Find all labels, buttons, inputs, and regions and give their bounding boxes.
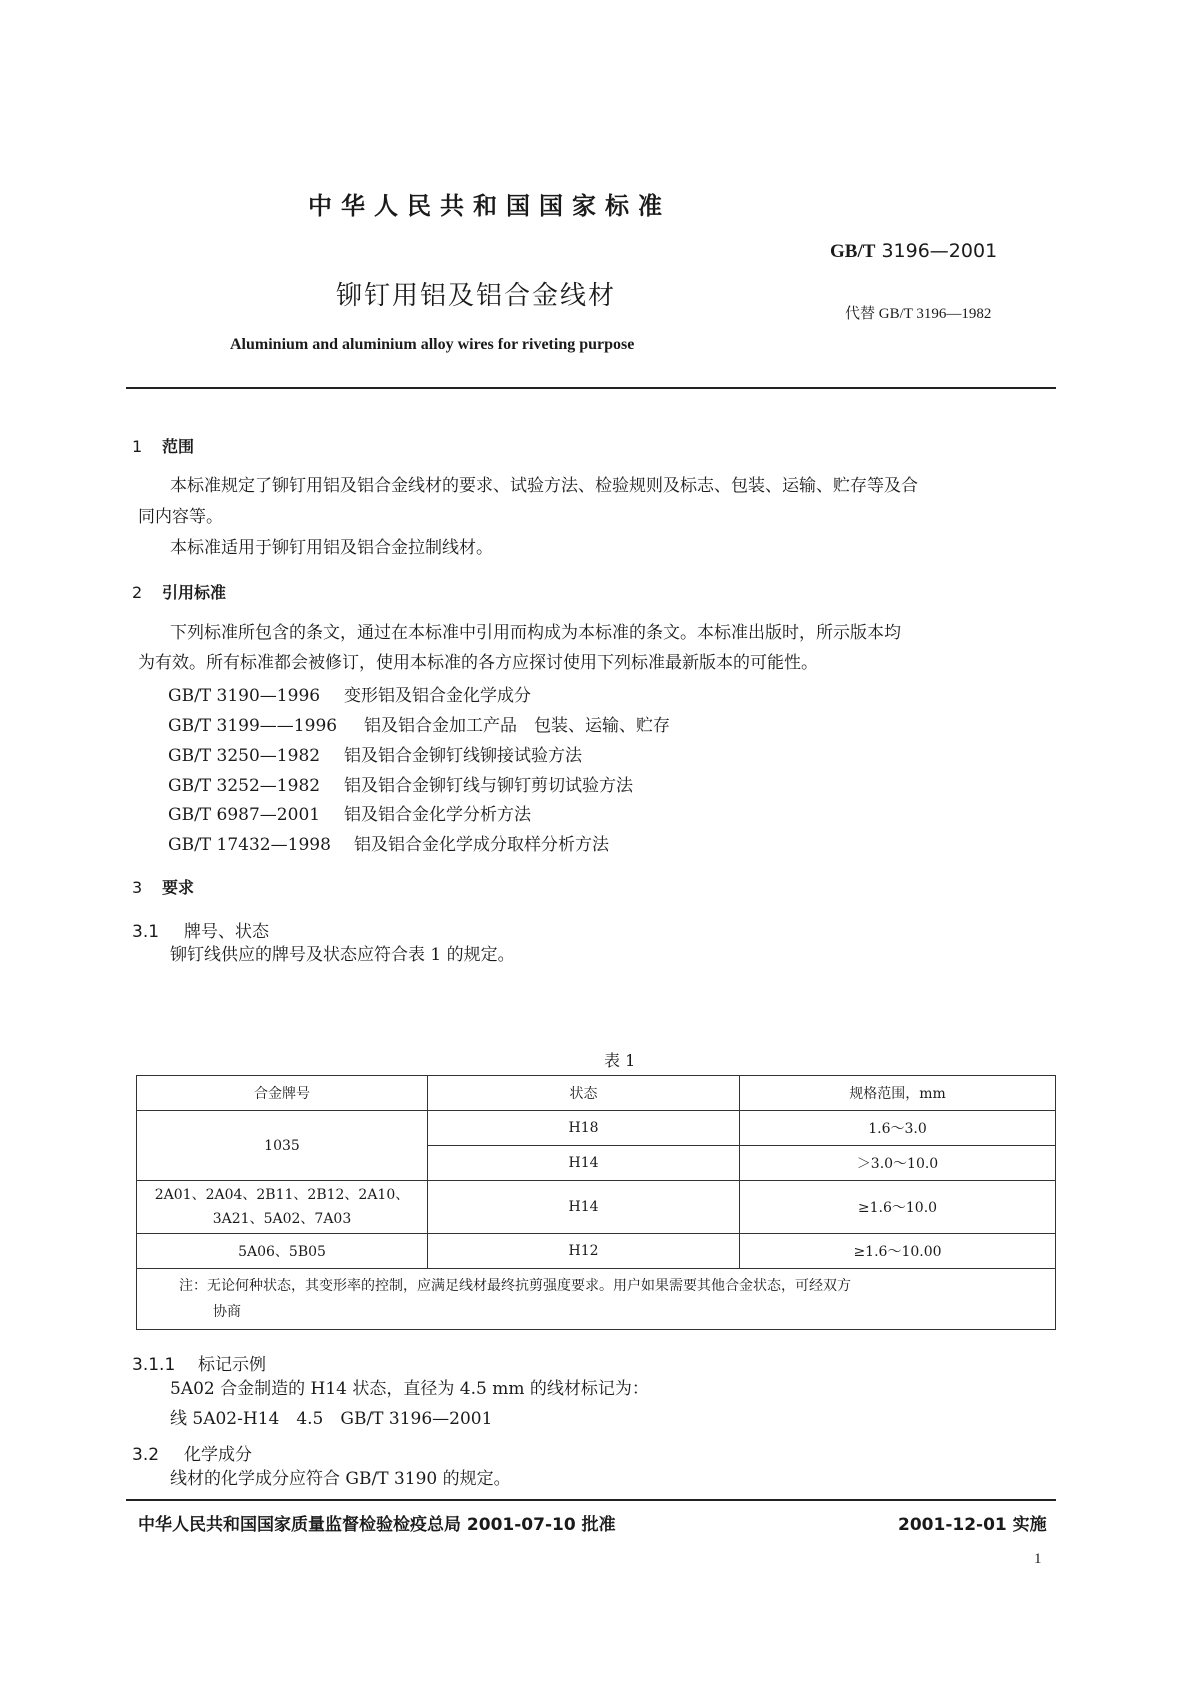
subsection-3-1-1-heading — [132, 1350, 266, 1375]
paragraph: 下列标准所包含的条文，通过在本标准中引用而构成为本标准的条文。本标准出版时，所示版本均 — [170, 623, 901, 643]
issue-date: 中华人民共和国国家质量监督检验检疫总局 2001-07-10 批准 — [138, 1515, 616, 1535]
subsection-number: 3.1.1 — [132, 1355, 176, 1375]
reference-title: 铝及铝合金铆钉线与铆钉剪切试验方法 — [344, 776, 633, 796]
table-note — [137, 1269, 1056, 1330]
note-line: 协商 — [213, 1304, 241, 1320]
reference-code: GB/T 17432—1998 — [168, 835, 331, 855]
section-1-heading — [132, 434, 194, 457]
english-title: Aluminium and aluminium alloy wires for riveting purpose — [230, 336, 635, 353]
temper-cell: H14 — [428, 1181, 740, 1234]
reference-title: 铝及铝合金化学成分取样分析方法 — [354, 835, 609, 855]
section-number: 1 — [132, 437, 143, 456]
paragraph: 铆钉线供应的牌号及状态应符合表 1 的规定。 — [170, 945, 515, 965]
reference-item — [168, 800, 531, 825]
reference-item — [168, 771, 633, 796]
alloy-line: 2A01、2A04、2B11、2B12、2A10、 — [154, 1187, 410, 1203]
paragraph: 5A02 合金制造的 H14 状态，直径为 4.5 mm 的线材标记为： — [170, 1379, 649, 1399]
reference-title: 铝及铝合金加工产品 包装、运输、贮存 — [364, 716, 670, 736]
table-row — [137, 1181, 1056, 1234]
table-header-row — [137, 1076, 1056, 1111]
section-3-heading — [132, 875, 194, 898]
range-cell: 1.6～3.0 — [740, 1111, 1056, 1146]
paragraph: 为有效。所有标准都会被修订，使用本标准的各方应探讨使用下列标准最新版本的可能性。 — [138, 653, 818, 673]
reference-title: 变形铝及铝合金化学成分 — [344, 686, 531, 706]
range-cell: ≥1.6～10.0 — [740, 1181, 1056, 1234]
temper-cell: H14 — [428, 1146, 740, 1181]
replaces-note: 代替 GB/T 3196—1982 — [845, 306, 992, 322]
reference-item — [168, 681, 531, 706]
header-divider — [126, 387, 1056, 389]
section-2-heading — [132, 580, 226, 603]
subsection-title: 牌号、状态 — [184, 922, 269, 942]
alloy-cell — [137, 1181, 428, 1234]
subsection-title: 化学成分 — [184, 1445, 252, 1465]
section-title: 要求 — [162, 878, 195, 897]
range-cell: ≥1.6～10.00 — [740, 1234, 1056, 1269]
column-header: 规格范围，mm — [740, 1076, 1056, 1111]
paragraph: 本标准规定了铆钉用铝及铝合金线材的要求、试验方法、检验规则及标志、包装、运输、贮存等及合 — [170, 476, 918, 496]
temper-cell: H12 — [428, 1234, 740, 1269]
section-number: 3 — [132, 878, 143, 897]
reference-code: GB/T 6987—2001 — [168, 805, 321, 825]
reference-title: 铝及铝合金化学分析方法 — [344, 805, 531, 825]
reference-item — [168, 711, 670, 736]
subsection-3-1-heading — [132, 917, 269, 942]
paragraph: 线 5A02-H14 4.5 GB/T 3196—2001 — [170, 1409, 493, 1429]
table-1 — [136, 1075, 1056, 1330]
document-title: 铆钉用铝及铝合金线材 — [336, 281, 617, 311]
paragraph: 本标准适用于铆钉用铝及铝合金拉制线材。 — [170, 538, 493, 558]
subsection-3-2-heading — [132, 1440, 252, 1465]
reference-code: GB/T 3252—1982 — [168, 776, 321, 796]
footer-divider — [126, 1499, 1056, 1501]
table-row — [137, 1111, 1056, 1146]
section-title: 范围 — [162, 437, 195, 456]
subsection-number: 3.2 — [132, 1445, 160, 1465]
alloy-cell: 1035 — [137, 1111, 428, 1181]
page-number: 1 — [1034, 1551, 1042, 1567]
reference-item — [168, 830, 609, 855]
subsection-number: 3.1 — [132, 922, 160, 942]
reference-code: GB/T 3199——1996 — [168, 716, 338, 736]
note-line: 注：无论何种状态，其变形率的控制，应满足线材最终抗剪强度要求。用户如果需要其他合金状态，可经双方 — [179, 1278, 851, 1294]
reference-title: 铝及铝合金铆钉线铆接试验方法 — [344, 746, 582, 766]
paragraph: 线材的化学成分应符合 GB/T 3190 的规定。 — [170, 1469, 511, 1489]
column-header: 状态 — [428, 1076, 740, 1111]
standard-code-number: 3196—2001 — [881, 240, 998, 262]
standard-code-prefix: GB/T — [830, 241, 876, 262]
reference-item — [168, 741, 582, 766]
standard-name: 中华人民共和国国家标准 — [308, 192, 671, 220]
table-row — [137, 1234, 1056, 1269]
standard-code — [830, 240, 997, 263]
table-caption: 表 1 — [604, 1051, 636, 1070]
alloy-cell: 5A06、5B05 — [137, 1234, 428, 1269]
effective-date: 2001-12-01 实施 — [898, 1515, 1047, 1535]
column-header: 合金牌号 — [137, 1076, 428, 1111]
alloy-line: 3A21、5A02、7A03 — [212, 1211, 352, 1227]
subsection-title: 标记示例 — [198, 1355, 266, 1375]
paragraph: 同内容等。 — [138, 507, 223, 527]
section-number: 2 — [132, 583, 143, 602]
reference-code: GB/T 3190—1996 — [168, 686, 321, 706]
reference-code: GB/T 3250—1982 — [168, 746, 321, 766]
range-cell: ＞3.0～10.0 — [740, 1146, 1056, 1181]
section-title: 引用标准 — [162, 583, 227, 602]
temper-cell: H18 — [428, 1111, 740, 1146]
table-note-row — [137, 1269, 1056, 1330]
